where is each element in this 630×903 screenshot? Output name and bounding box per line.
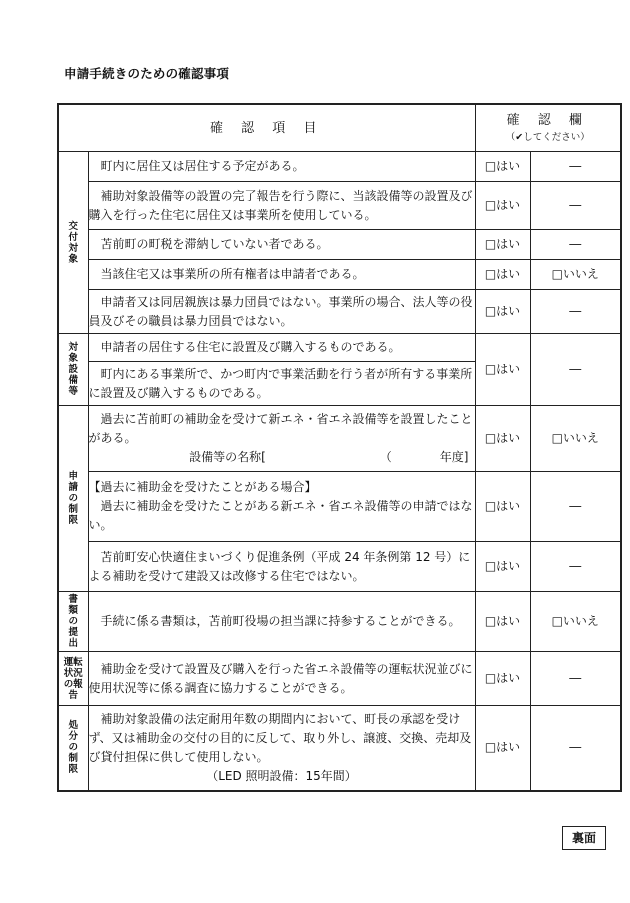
item-text: 苫前町安心快適住まいづくり促進条例（平成 24 年条例第 12 号）による補助を受けて建設又は改修する住宅ではない。 bbox=[88, 542, 475, 592]
table-row bbox=[58, 472, 621, 542]
item-heading: 【過去に補助金を受けたことがある場合】 bbox=[88, 480, 317, 494]
equipment-name-field[interactable]: 設備等の名称[ （ 年度] bbox=[189, 450, 469, 464]
no-option: ― bbox=[530, 230, 621, 260]
yes-checkbox[interactable]: □はい bbox=[475, 706, 530, 791]
table-row bbox=[58, 230, 621, 260]
no-checkbox[interactable]: □いいえ bbox=[530, 592, 621, 652]
header-item-label: 確 認 項 目 bbox=[58, 104, 475, 152]
yes-checkbox[interactable]: □はい bbox=[475, 406, 530, 472]
item-text: 補助金を受けて設置及び購入を行った省エネ設備等の運転状況並びに使用状況等に係る調査に協力することができる。 bbox=[88, 652, 475, 706]
yes-checkbox[interactable]: □はい bbox=[475, 542, 530, 592]
reverse-side-label: 裏面 bbox=[562, 826, 606, 850]
category-shinsei: 申請の制限 bbox=[58, 406, 88, 592]
yes-checkbox[interactable]: □はい bbox=[475, 290, 530, 334]
yes-checkbox[interactable]: □はい bbox=[475, 260, 530, 290]
item-text: 補助対象設備の法定耐用年数の期間内において、町長の承認を受けず、又は補助金の交付の目的に反して、取り外し、譲渡、交換、売却及び貸付担保に供して使用しない。 （LED 照明設備：15年間） bbox=[88, 706, 475, 791]
yes-checkbox[interactable]: □はい bbox=[475, 230, 530, 260]
no-option: ― bbox=[530, 542, 621, 592]
item-text: 補助対象設備等の設置の完了報告を行う際に、当該設備等の設置及び購入を行った住宅に居住又は事業所を使用している。 bbox=[88, 182, 475, 230]
no-option: ― bbox=[530, 290, 621, 334]
yes-checkbox[interactable]: □はい bbox=[475, 592, 530, 652]
table-row bbox=[58, 182, 621, 230]
no-option: ― bbox=[530, 472, 621, 542]
yes-checkbox[interactable]: □はい bbox=[475, 472, 530, 542]
item-text: 申請者の居住する住宅に設置及び購入するものである。 bbox=[88, 334, 475, 362]
confirmation-table bbox=[57, 103, 622, 792]
table-row bbox=[58, 706, 621, 791]
category-shorui: 書類の提出 bbox=[58, 592, 88, 652]
item-subline: （LED 照明設備：15年間） bbox=[206, 768, 357, 783]
table-row bbox=[58, 652, 621, 706]
yes-checkbox[interactable]: □はい bbox=[475, 152, 530, 182]
table-row bbox=[58, 290, 621, 334]
no-checkbox[interactable]: □いいえ bbox=[530, 260, 621, 290]
no-option: ― bbox=[530, 706, 621, 791]
table-row bbox=[58, 406, 621, 472]
category-shobun: 処分の制限 bbox=[58, 706, 88, 791]
header-check-label: 確 認 欄 bbox=[506, 113, 589, 128]
item-text: 町内にある事業所で、かつ町内で事業活動を行う者が所有する事業所に設置及び購入するものである。 bbox=[88, 362, 475, 406]
yes-checkbox[interactable]: □はい bbox=[475, 652, 530, 706]
page-title: 申請手続きのための確認事項 bbox=[64, 66, 230, 81]
item-text: 当該住宅又は事業所の所有権者は申請者である。 bbox=[88, 260, 475, 290]
no-option: ― bbox=[530, 334, 621, 406]
table-row bbox=[58, 592, 621, 652]
table-row bbox=[58, 260, 621, 290]
item-text: 苫前町の町税を滞納していない者である。 bbox=[88, 230, 475, 260]
table-header-row bbox=[58, 104, 621, 152]
table-row bbox=[58, 152, 621, 182]
category-kofu: 交付対象 bbox=[58, 152, 88, 334]
table-row bbox=[58, 542, 621, 592]
no-option: ― bbox=[530, 652, 621, 706]
item-text: 町内に居住又は居住する予定がある。 bbox=[88, 152, 475, 182]
item-text: 申請者又は同居親族は暴力団員ではない。事業所の場合、法人等の役員及びその職員は暴力団員ではない。 bbox=[88, 290, 475, 334]
yes-checkbox[interactable]: □はい bbox=[475, 182, 530, 230]
item-text: 過去に苫前町の補助金を受けて新エネ・省エネ設備等を設置したことがある。 設備等の名称[ （ 年度] bbox=[88, 406, 475, 472]
no-option: ― bbox=[530, 152, 621, 182]
category-taisho: 対象設備等 bbox=[58, 334, 88, 406]
no-option: ― bbox=[530, 182, 621, 230]
header-check-note: （✔してください） bbox=[505, 132, 590, 143]
no-checkbox[interactable]: □いいえ bbox=[530, 406, 621, 472]
category-houkoku: 運転状況の報告 bbox=[58, 652, 88, 706]
item-text: 手続に係る書類は，苫前町役場の担当課に持参することができる。 bbox=[88, 592, 475, 652]
item-text: 【過去に補助金を受けたことがある場合】 過去に補助金を受けたことがある新エネ・省エネ設備等の申請ではない。 bbox=[88, 472, 475, 542]
yes-checkbox[interactable]: □はい bbox=[475, 334, 530, 406]
header-check-cell bbox=[475, 104, 621, 152]
table-row bbox=[58, 334, 621, 362]
